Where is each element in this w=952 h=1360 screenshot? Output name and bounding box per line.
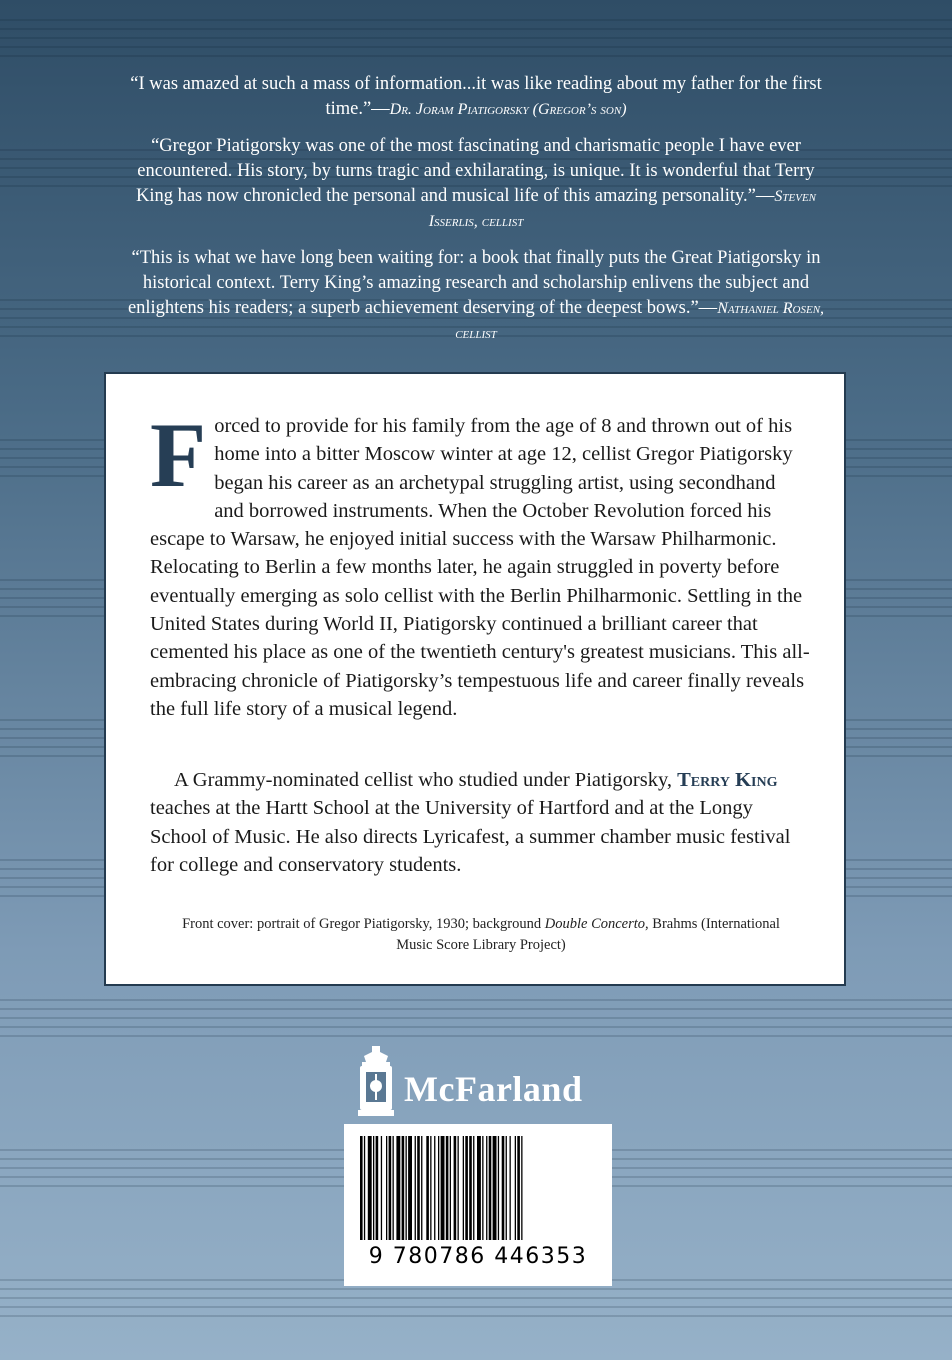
barcode-bar [465,1136,468,1240]
author-name: Terry King [677,769,778,791]
barcode-bar [473,1136,474,1240]
barcode-bar [402,1136,405,1240]
endorsement-quote-3 [120,246,832,346]
quote-text: “Gregor Piatigorsky was one of the most fascinating and charismatic people I have ever encountered. His story, by turns tragic and exhilarating, is unique. It is wonderful that Terry King has now chronicled the personal and musical life of this amazing personality.”— [135,136,815,206]
barcode-bar [486,1136,487,1240]
barcode-bars [356,1136,600,1244]
credit-title: Double Concerto [544,916,646,932]
quote-attribution: Nathaniel Rosen, cellist [455,300,825,342]
barcode-bar [458,1136,459,1240]
endorsement-quote-2 [120,134,832,234]
barcode-bar [489,1136,492,1240]
barcode-bar [415,1136,416,1240]
barcode-bar [417,1136,420,1240]
barcode-bar [482,1136,483,1240]
barcode-bar [450,1136,451,1240]
description-text: orced to provide for his family from the age of 8 and thrown out of his home into a bitter Moscow winter at age 12, cellist Gregor Piatigorsky began his career as an archetypal struggling artist, using secondhand and borrowed instruments. When the October Revolution forced his escape to Warsaw, he enjoyed initial success with the Warsaw Philharmonic. Relocating to Berlin a few months later, he again struggled in poverty before eventually emerging as solo cellist with the Berlin Philharmonic. Settling in the United States during World II, Piatigorsky continued a brilliant career that cemented his place as one of the twentieth century's greatest musicians. This all-embracing chronicle of Piatigorsky’s tempestuous life and career finally reveals the full life story of a musical legend. [150,415,810,720]
quote-attribution: Dr. Joram Piatigorsky (Gregor’s son) [389,101,627,118]
barcode-bar [421,1136,422,1240]
barcode-bar [373,1136,374,1240]
barcode-bar [386,1136,387,1240]
barcode-bar [506,1136,507,1240]
barcode-bar [469,1136,472,1240]
isbn-number: 9 780786 446353 [368,1244,588,1269]
book-description [150,404,810,723]
barcode-bar [446,1136,449,1240]
lantern-icon [354,1044,398,1120]
publisher-name: McFarland [404,1069,583,1109]
endorsement-quote-1 [120,72,832,122]
barcode-bar [463,1136,464,1240]
barcode-bar [430,1136,431,1240]
barcode-bar [515,1136,516,1240]
barcode-bar [368,1136,372,1240]
bio-text-before: A Grammy-nominated cellist who studied under Piatigorsky, [174,769,678,791]
barcode-bar [396,1136,400,1240]
barcode-bar [364,1136,365,1240]
barcode-bar [498,1136,499,1240]
barcode-bar [493,1136,497,1240]
barcode-bar [438,1136,439,1240]
credit-text-after: , Brahms (International Music Score Library Project) [396,916,780,953]
barcode-bar [521,1136,522,1240]
barcode-bar [510,1136,511,1240]
quote-text: “I was amazed at such a mass of information...it was like reading about my father for the first time.”— [130,74,822,119]
barcode-bar [441,1136,445,1240]
barcode-bar [381,1136,382,1240]
credit-text-before: Front cover: portrait of Gregor Piatigorsky, 1930; background [182,916,545,932]
barcode-bar [360,1136,363,1240]
barcode-bar [389,1136,392,1240]
drop-cap: F [150,404,207,506]
publisher-logo [350,1044,610,1122]
barcode-bar [434,1136,435,1240]
isbn-barcode [344,1124,612,1286]
author-bio [150,766,810,879]
quote-text: “This is what we have long been waiting for: a book that finally puts the Great Piatigorsky in historical context. Terry King’s amazing research and scholarship enlivens the subject and enlightens his readers; a superb achievement deserving of the deepest bows.”— [127,248,821,318]
barcode-bar [477,1136,481,1240]
barcode-bar [376,1136,379,1240]
bio-text-after: teaches at the Hartt School at the University of Hartford and at the Longy School of Music. He also directs Lyricafest, a summer chamber music festival for college and conservatory students. [150,797,791,876]
quote-attribution: Steven Isserlis, cellist [428,188,817,230]
barcode-bar [426,1136,429,1240]
barcode-bar [393,1136,394,1240]
cover-credit [166,914,796,956]
description-panel [104,372,846,986]
barcode-bar [502,1136,505,1240]
barcode-bar [517,1136,520,1240]
barcode-bar [408,1136,412,1240]
barcode-bar [454,1136,457,1240]
barcode-bar [406,1136,407,1240]
